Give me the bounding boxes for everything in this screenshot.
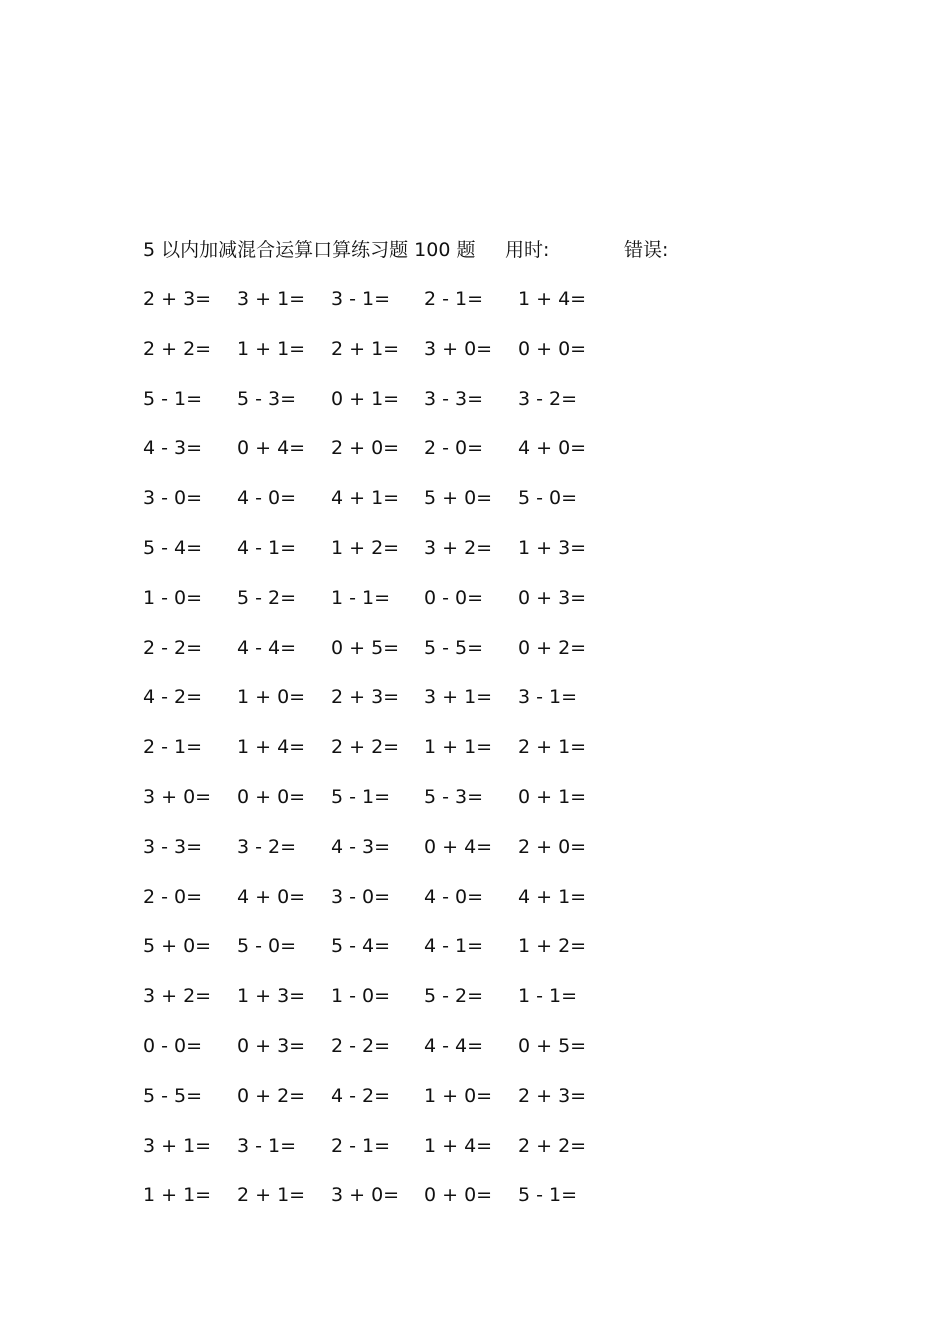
- arithmetic-problem: 4 - 2=: [331, 1084, 391, 1107]
- arithmetic-problem: 5 - 3=: [424, 785, 484, 808]
- arithmetic-problem: 5 - 1=: [143, 387, 203, 410]
- worksheet-header: [143, 236, 843, 264]
- arithmetic-problem: 2 + 3=: [518, 1084, 587, 1107]
- arithmetic-problem: 4 + 1=: [331, 487, 400, 510]
- arithmetic-problem: 3 + 2=: [424, 536, 493, 559]
- arithmetic-problem: 5 + 0=: [143, 935, 212, 958]
- arithmetic-problem: 1 - 0=: [331, 985, 391, 1008]
- arithmetic-problem: 0 + 3=: [518, 586, 587, 609]
- problem-row: [143, 1132, 613, 1182]
- arithmetic-problem: 0 + 0=: [424, 1184, 493, 1207]
- arithmetic-problem: 2 + 3=: [331, 686, 400, 709]
- problem-grid: [143, 285, 613, 1231]
- problem-row: [143, 484, 613, 534]
- arithmetic-problem: 0 + 4=: [237, 437, 306, 460]
- problem-row: [143, 932, 613, 982]
- arithmetic-problem: 0 + 3=: [237, 1034, 306, 1057]
- arithmetic-problem: 5 - 2=: [424, 985, 484, 1008]
- arithmetic-problem: 0 + 2=: [237, 1084, 306, 1107]
- arithmetic-problem: 2 + 1=: [237, 1184, 306, 1207]
- arithmetic-problem: 0 - 0=: [424, 586, 484, 609]
- arithmetic-problem: 1 + 1=: [237, 337, 306, 360]
- arithmetic-problem: 1 - 0=: [143, 586, 203, 609]
- arithmetic-problem: 5 + 0=: [424, 487, 493, 510]
- arithmetic-problem: 3 + 0=: [331, 1184, 400, 1207]
- arithmetic-problem: 2 - 0=: [143, 885, 203, 908]
- arithmetic-problem: 3 + 1=: [424, 686, 493, 709]
- arithmetic-problem: 5 - 5=: [143, 1084, 203, 1107]
- arithmetic-problem: 4 - 4=: [237, 636, 297, 659]
- arithmetic-problem: 1 + 0=: [424, 1084, 493, 1107]
- problem-row: [143, 883, 613, 933]
- problem-row: [143, 634, 613, 684]
- problem-row: [143, 783, 613, 833]
- arithmetic-problem: 5 - 0=: [518, 487, 578, 510]
- arithmetic-problem: 0 + 0=: [518, 337, 587, 360]
- problem-row: [143, 385, 613, 435]
- arithmetic-problem: 3 + 0=: [424, 337, 493, 360]
- arithmetic-problem: 2 + 1=: [518, 736, 587, 759]
- time-used-label: 用时:: [505, 239, 550, 261]
- arithmetic-problem: 2 + 3=: [143, 288, 212, 310]
- problem-row: [143, 733, 613, 783]
- problem-row: [143, 833, 613, 883]
- arithmetic-problem: 2 - 0=: [424, 437, 484, 460]
- arithmetic-problem: 2 + 1=: [331, 337, 400, 360]
- arithmetic-problem: 5 - 5=: [424, 636, 484, 659]
- arithmetic-problem: 4 + 0=: [237, 885, 306, 908]
- problem-row: [143, 534, 613, 584]
- arithmetic-problem: 1 + 1=: [143, 1184, 212, 1207]
- arithmetic-problem: 4 - 0=: [237, 487, 297, 510]
- arithmetic-problem: 4 - 1=: [237, 536, 297, 559]
- problem-row: [143, 584, 613, 634]
- arithmetic-problem: 1 + 2=: [331, 536, 400, 559]
- arithmetic-problem: 4 + 1=: [518, 885, 587, 908]
- arithmetic-problem: 5 - 4=: [331, 935, 391, 958]
- arithmetic-problem: 2 + 2=: [518, 1134, 587, 1157]
- problem-row: [143, 285, 613, 335]
- arithmetic-problem: 4 - 0=: [424, 885, 484, 908]
- arithmetic-problem: 1 + 4=: [237, 736, 306, 759]
- arithmetic-problem: 3 - 3=: [143, 835, 203, 858]
- arithmetic-problem: 1 + 3=: [237, 985, 306, 1008]
- arithmetic-problem: 3 + 2=: [143, 985, 212, 1008]
- arithmetic-problem: 1 + 4=: [518, 288, 587, 310]
- arithmetic-problem: 4 - 2=: [143, 686, 203, 709]
- arithmetic-problem: 3 + 1=: [143, 1134, 212, 1157]
- arithmetic-problem: 5 - 1=: [331, 785, 391, 808]
- arithmetic-problem: 4 - 1=: [424, 935, 484, 958]
- arithmetic-problem: 1 - 1=: [331, 586, 391, 609]
- arithmetic-problem: 3 - 0=: [331, 885, 391, 908]
- arithmetic-problem: 3 - 0=: [143, 487, 203, 510]
- arithmetic-problem: 0 - 0=: [143, 1034, 203, 1057]
- arithmetic-problem: 3 - 1=: [331, 288, 391, 310]
- arithmetic-problem: 2 + 0=: [518, 835, 587, 858]
- arithmetic-problem: 4 + 0=: [518, 437, 587, 460]
- problem-row: [143, 1032, 613, 1082]
- arithmetic-problem: 3 - 2=: [237, 835, 297, 858]
- arithmetic-problem: 4 - 3=: [143, 437, 203, 460]
- arithmetic-problem: 4 - 4=: [424, 1034, 484, 1057]
- arithmetic-problem: 0 + 1=: [331, 387, 400, 410]
- problem-row: [143, 434, 613, 484]
- arithmetic-problem: 5 - 4=: [143, 536, 203, 559]
- arithmetic-problem: 2 - 2=: [331, 1034, 391, 1057]
- arithmetic-problem: 5 - 0=: [237, 935, 297, 958]
- arithmetic-problem: 0 + 5=: [518, 1034, 587, 1057]
- arithmetic-problem: 2 + 2=: [143, 337, 212, 360]
- problem-row: [143, 683, 613, 733]
- arithmetic-problem: 1 + 3=: [518, 536, 587, 559]
- arithmetic-problem: 3 - 3=: [424, 387, 484, 410]
- arithmetic-problem: 3 - 2=: [518, 387, 578, 410]
- arithmetic-problem: 5 - 2=: [237, 586, 297, 609]
- arithmetic-problem: 3 + 1=: [237, 288, 306, 310]
- arithmetic-problem: 0 + 5=: [331, 636, 400, 659]
- problem-row: [143, 1082, 613, 1132]
- problem-row: [143, 1181, 613, 1231]
- arithmetic-problem: 2 - 2=: [143, 636, 203, 659]
- arithmetic-problem: 1 + 0=: [237, 686, 306, 709]
- worksheet-title: 5 以内加减混合运算口算练习题 100 题: [143, 239, 476, 261]
- arithmetic-problem: 0 + 2=: [518, 636, 587, 659]
- arithmetic-problem: 1 + 4=: [424, 1134, 493, 1157]
- arithmetic-problem: 0 + 1=: [518, 785, 587, 808]
- arithmetic-problem: 1 + 2=: [518, 935, 587, 958]
- arithmetic-problem: 5 - 3=: [237, 387, 297, 410]
- arithmetic-problem: 4 - 3=: [331, 835, 391, 858]
- errors-label: 错误:: [624, 239, 669, 261]
- arithmetic-problem: 0 + 0=: [237, 785, 306, 808]
- problem-row: [143, 335, 613, 385]
- arithmetic-problem: 3 - 1=: [237, 1134, 297, 1157]
- arithmetic-problem: 2 - 1=: [424, 288, 484, 310]
- arithmetic-problem: 0 + 4=: [424, 835, 493, 858]
- arithmetic-problem: 2 - 1=: [143, 736, 203, 759]
- arithmetic-problem: 2 + 0=: [331, 437, 400, 460]
- arithmetic-problem: 1 - 1=: [518, 985, 578, 1008]
- arithmetic-problem: 3 - 1=: [518, 686, 578, 709]
- arithmetic-problem: 2 + 2=: [331, 736, 400, 759]
- arithmetic-problem: 5 - 1=: [518, 1184, 578, 1207]
- arithmetic-problem: 1 + 1=: [424, 736, 493, 759]
- problem-row: [143, 982, 613, 1032]
- arithmetic-problem: 3 + 0=: [143, 785, 212, 808]
- arithmetic-problem: 2 - 1=: [331, 1134, 391, 1157]
